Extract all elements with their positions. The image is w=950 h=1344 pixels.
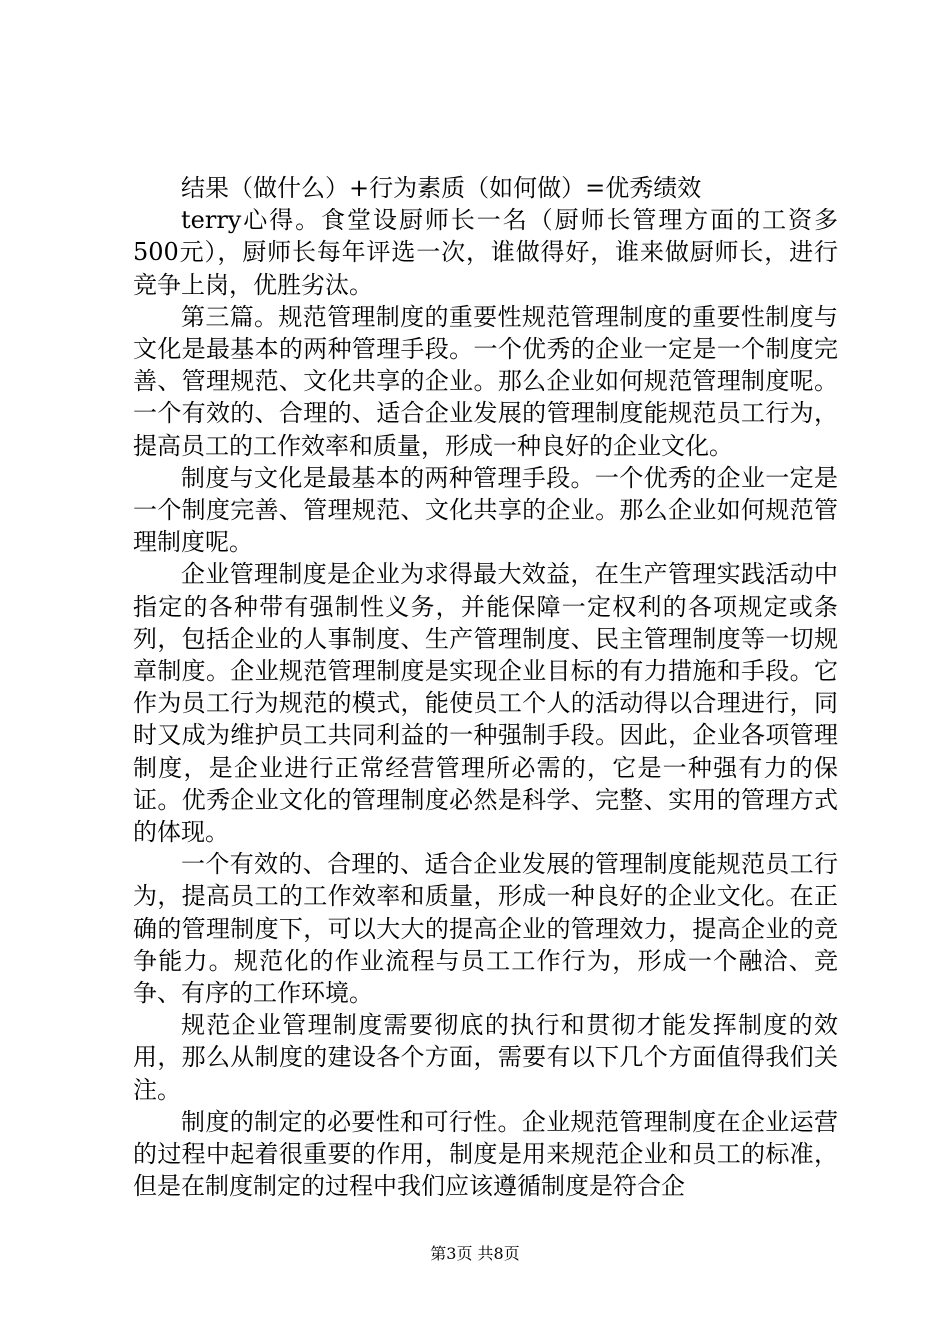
paragraph-system-culture: 制度与文化是最基本的两种管理手段。一个优秀的企业一定是一个制度完善、管理规范、文化共享的企业。那么企业如何规范管理制度呢。: [133, 463, 838, 557]
body-text: [133, 172, 838, 1203]
paragraph-management-system: 企业管理制度是企业为求得最大效益，在生产管理实践活动中指定的各种带有强制性义务，并能保障一定权利的各项规定或条列，包括企业的人事制度、生产管理制度、民主管理制度等一切规章制度。企业规范管理制度是实现企业目标的有力措施和手段。它作为员工行为规范的模式，能使员工个人的活动得以合理进行，同时又成为维护员工共同利益的一种强制手段。因此，企业各项管理制度，是企业进行正常经营管理所必需的，它是一种强有力的保证。优秀企业文化的管理制度必然是科学、完整、实用的管理方式的体现。: [133, 560, 838, 847]
paragraph-execution: 规范企业管理制度需要彻底的执行和贯彻才能发挥制度的效用，那么从制度的建设各个方面，需要有以下几个方面值得我们关注。: [133, 1011, 838, 1104]
paragraph-effective-system: 一个有效的、合理的、适合企业发展的管理制度能规范员工行为，提高员工的工作效率和质量，形成一种良好的企业文化。在正确的管理制度下，可以大大的提高企业的管理效力，提高企业的竞争能力。规范化的作业流程与员工工作行为，形成一个融洽、竞争、有序的工作环境。: [133, 850, 838, 1008]
paragraph-formula: 结果（做什么）+行为素质（如何做）=优秀绩效: [181, 174, 702, 202]
paragraph-terry-note: terry心得。食堂设厨师长一名（厨师长管理方面的工资多500元），厨师长每年评选一次，谁做得好，谁来做厨师长，进行竞争上岗，优胜劣汰。: [133, 206, 838, 299]
paragraph-third-article: 第三篇。规范管理制度的重要性规范管理制度的重要性制度与文化是最基本的两种管理手段。一个优秀的企业一定是一个制度完善、管理规范、文化共享的企业。那么企业如何规范管理制度呢。一个有效的、合理的、适合企业发展的管理制度能规范员工行为，提高员工的工作效率和质量，形成一种良好的企业文化。: [133, 302, 838, 460]
page-number-footer: 第3页 共8页: [430, 1244, 520, 1263]
paragraph-necessity: 制度的制定的必要性和可行性。企业规范管理制度在企业运营的过程中起着很重要的作用，制度是用来规范企业和员工的标准，但是在制度制定的过程中我们应该遵循制度是符合企: [133, 1107, 838, 1201]
